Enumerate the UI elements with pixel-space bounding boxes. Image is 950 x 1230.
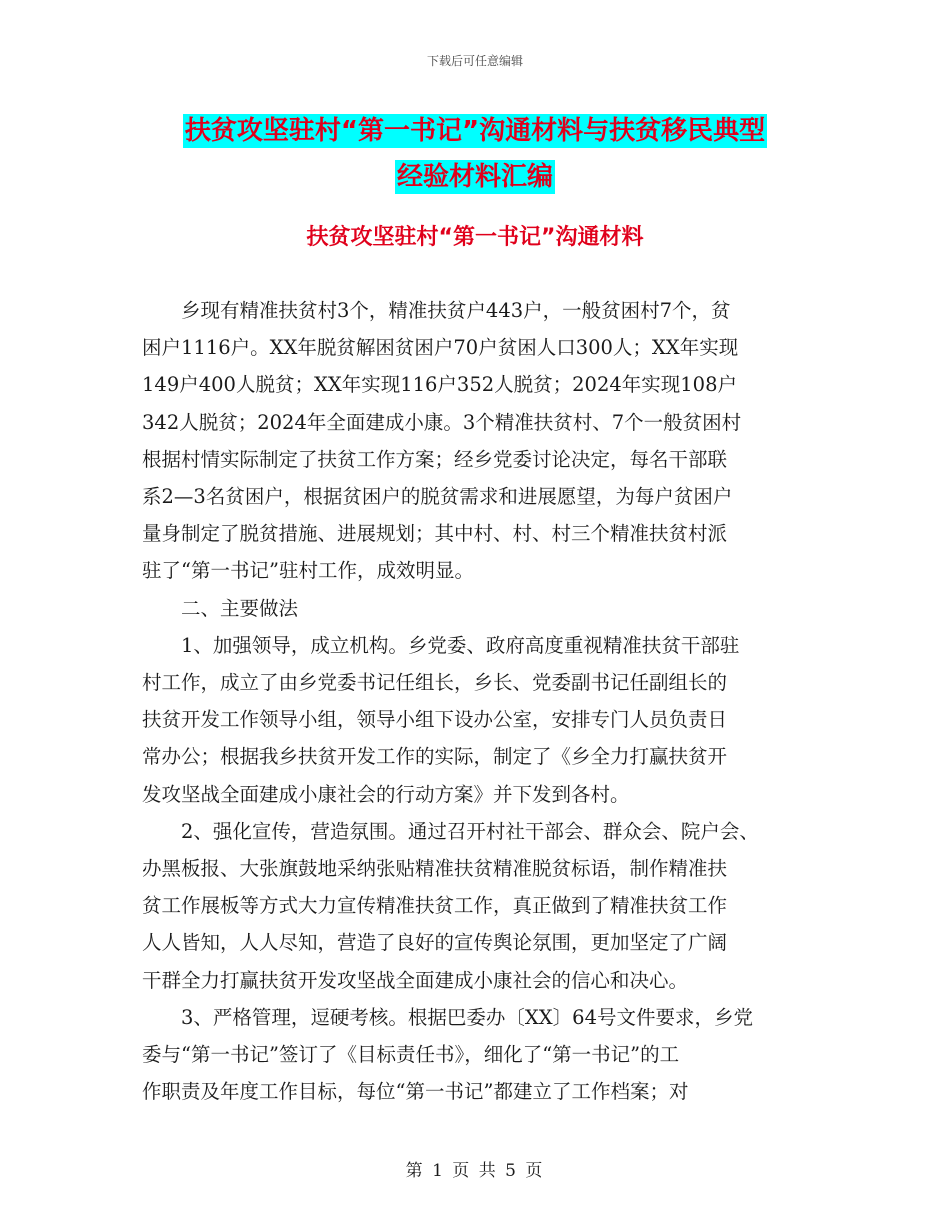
text-line: 贫工作展板等方式大力宣传精准扶贫工作，真正做到了精准扶贫工作 bbox=[142, 894, 728, 918]
text-line: 村工作，成立了由乡党委书记任组长，乡长、党委副书记任副组长的 bbox=[142, 671, 728, 695]
section-title: 扶贫攻坚驻村“第一书记”沟通材料 bbox=[306, 225, 644, 250]
body-text bbox=[142, 292, 822, 1110]
text-line: 作职责及年度工作目标，每位“第一书记”都建立了工作档案；对 bbox=[142, 1080, 689, 1104]
text-line: 办黑板报、大张旗鼓地采纳张贴精准扶贫精准脱贫标语，制作精准扶 bbox=[142, 857, 728, 881]
text-line: 常办公；根据我乡扶贫开发工作的实际，制定了《乡全力打赢扶贫开 bbox=[142, 745, 728, 769]
text-line: 2、强化宣传，营造氛围。通过召开村社干部会、群众会、院户会、 bbox=[142, 819, 759, 843]
text-line: 扶贫开发工作领导小组，领导小组下设办公室，安排专门人员负责日 bbox=[142, 708, 728, 732]
text-line: 二、主要做法 bbox=[142, 596, 299, 620]
text-line: 342人脱贫；2024年全面建成小康。3个精准扶贫村、7个一般贫困村 bbox=[142, 410, 742, 434]
text-line: 149户400人脱贫；XX年实现116户352人脱贫；2024年实现108户 bbox=[142, 373, 737, 397]
text-line: 量身制定了脱贫措施、进展规划；其中村、村、村三个精准扶贫村派 bbox=[142, 522, 728, 546]
header-note: 下载后可任意编辑 bbox=[426, 54, 523, 68]
text-line: 困户1116户。XX年脱贫解困贫困户70户贫困人口300人；XX年实现 bbox=[142, 336, 739, 360]
text-line: 干群全力打赢扶贫开发攻坚战全面建成小康社会的信心和决心。 bbox=[142, 968, 689, 992]
text-line: 系2—3名贫困户，根据贫困户的脱贫需求和进展愿望，为每户贫困户 bbox=[142, 485, 733, 509]
text-line: 人人皆知，人人尽知，营造了良好的宣传舆论氛围，更加坚定了广阔 bbox=[142, 931, 728, 955]
text-line: 乡现有精准扶贫村3个，精准扶贫户443户，一般贫困村7个，贫 bbox=[142, 299, 731, 322]
text-line: 委与“第一书记”签订了《目标责任书》，细化了“第一书记”的工 bbox=[142, 1043, 680, 1067]
page-number: 第 1 页 共 5 页 bbox=[405, 1161, 545, 1181]
title-line-1: 扶贫攻坚驻村“第一书记”沟通材料与扶贫移民典型 bbox=[184, 116, 766, 146]
text-line: 3、严格管理，逗硬考核。根据巴委办〔XX〕64号文件要求，乡党 bbox=[142, 1005, 753, 1029]
text-line: 发攻坚战全面建成小康社会的行动方案》并下发到各村。 bbox=[142, 782, 630, 806]
document-title bbox=[0, 108, 950, 200]
text-line: 根据村情实际制定了扶贫工作方案；经乡党委讨论决定，每名干部联 bbox=[142, 447, 728, 471]
title-line-2: 经验材料汇编 bbox=[396, 162, 553, 192]
text-line: 驻了“第一书记”驻村工作，成效明显。 bbox=[142, 559, 474, 583]
text-line: 1、加强领导，成立机构。乡党委、政府高度重视精准扶贫干部驻 bbox=[142, 633, 740, 657]
